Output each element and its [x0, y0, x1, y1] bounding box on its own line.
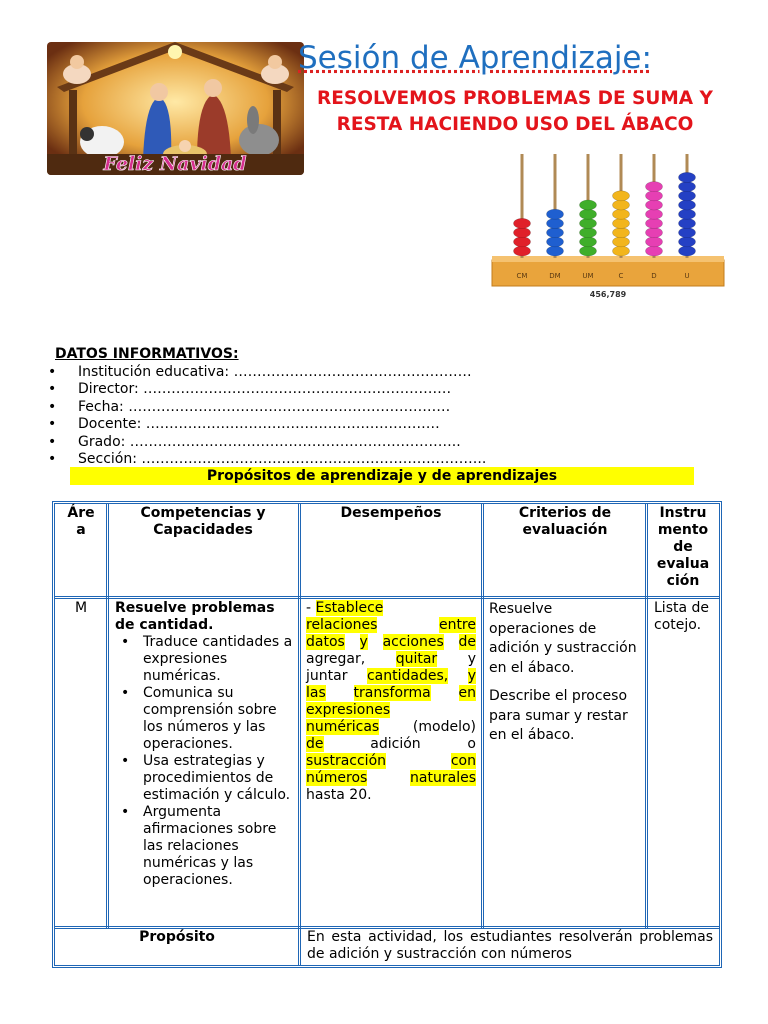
- desempeno-line: [306, 617, 476, 634]
- header-competencias: Competencias y Capacidades: [140, 505, 266, 538]
- datos-institucion: • Institución educativa: ……………………………………………: [44, 364, 486, 381]
- desempeno-line: [306, 787, 476, 804]
- desempeno-word: 20.: [349, 787, 372, 803]
- abacus-column-label: UM: [582, 272, 594, 280]
- abacus-bead: [679, 172, 696, 182]
- desempeno-line: [306, 651, 476, 668]
- nativity-image: [47, 42, 304, 175]
- abacus-bead: [646, 237, 663, 247]
- abacus-bead: [646, 246, 663, 256]
- cell-criterios: [489, 600, 639, 755]
- desempeno-word: naturales: [410, 770, 476, 786]
- desempeno-word: números: [306, 770, 368, 786]
- desempeno-word: relaciones: [306, 617, 378, 633]
- datos-fecha: • Fecha: ……………………………………………………………: [44, 399, 486, 416]
- abacus-bead: [547, 237, 564, 247]
- abacus-bead: [514, 246, 531, 256]
- abacus-bead: [613, 237, 630, 247]
- table-divider: [645, 504, 648, 929]
- abacus-bead: [646, 200, 663, 210]
- abacus-bead: [514, 237, 531, 247]
- capacidad-item: • Usa estrategias y procedimientos de estimación y cálculo.: [115, 753, 295, 804]
- abacus-bead: [646, 191, 663, 201]
- abacus-bead: [679, 182, 696, 192]
- desempeno-word: y: [467, 668, 477, 684]
- desempeno-word: transforma: [353, 685, 431, 701]
- nativity-caption: Feliz Navidad: [103, 153, 247, 175]
- proposito-text: En esta actividad, los estudiantes resolverán problemas de adición y sustracción con números: [307, 929, 713, 962]
- abacus-bead: [514, 218, 531, 228]
- cell-desempenos: [306, 600, 476, 804]
- abacus-bead: [514, 228, 531, 238]
- propositos-heading: Propósitos de aprendizaje y de aprendizajes: [70, 467, 694, 485]
- desempeno-word: entre: [438, 617, 476, 633]
- abacus-bead: [547, 218, 564, 228]
- abacus-bead: [613, 209, 630, 219]
- desempeno-word: juntar: [306, 668, 348, 684]
- abacus-bead: [646, 182, 663, 192]
- desempeno-line: [306, 719, 476, 736]
- desempeno-word: numéricas: [306, 719, 380, 735]
- cell-area: M: [74, 600, 88, 616]
- abacus-bead: [679, 209, 696, 219]
- datos-grado: • Grado: ……………………………………………………………..: [44, 434, 486, 451]
- table-divider: [481, 504, 484, 929]
- desempeno-word: y: [359, 634, 368, 650]
- desempeno-line: [306, 634, 476, 651]
- desempeno-line: [306, 753, 476, 770]
- abacus-bead: [679, 246, 696, 256]
- abacus-bead: [646, 218, 663, 228]
- abacus-bead: [547, 246, 564, 256]
- desempeno-word: o: [467, 736, 476, 752]
- capacidades-list: [115, 634, 295, 889]
- abacus-bead: [613, 218, 630, 228]
- abacus-image: [490, 150, 730, 306]
- datos-docente: • Docente: ………………………………………………………: [44, 416, 486, 433]
- table-divider: [55, 596, 719, 599]
- datos-seccion: • Sección: ………………………………………………………………..: [44, 451, 486, 468]
- abacus-bead: [580, 200, 597, 210]
- header-criterios: Criterios de evaluación: [518, 505, 612, 538]
- table-divider: [298, 504, 301, 965]
- header-area: Áre a: [67, 505, 95, 538]
- desempeno-word: las: [306, 685, 326, 701]
- datos-list: [44, 364, 486, 468]
- desempeno-word: quitar: [395, 651, 438, 667]
- abacus-column-label: D: [651, 272, 657, 280]
- criterio-item: Describe el proceso para sumar y restar en el ábaco.: [489, 688, 628, 743]
- cell-competencias: [115, 600, 295, 889]
- table-divider: [106, 504, 109, 929]
- abacus-bead: [547, 228, 564, 238]
- session-subtitle: RESOLVEMOS PROBLEMAS DE SUMA Y RESTA HACIENDO USO DEL ÁBACO: [317, 88, 713, 135]
- desempeno-line: [306, 685, 476, 702]
- abacus-bead: [580, 246, 597, 256]
- abacus-bead: [613, 228, 630, 238]
- desempeno-word: de: [458, 634, 476, 650]
- capacidad-item: • Traduce cantidades a expresiones numéricas.: [115, 634, 295, 685]
- datos-title: DATOS INFORMATIVOS:: [55, 346, 239, 362]
- abacus-bead: [646, 209, 663, 219]
- abacus-bead: [679, 191, 696, 201]
- abacus-bead: [613, 191, 630, 201]
- abacus-bead: [580, 228, 597, 238]
- abacus-column-label: U: [684, 272, 690, 280]
- page-title: Sesión de Aprendizaje:: [298, 40, 652, 76]
- desempeno-word: datos: [306, 634, 345, 650]
- abacus-column-label: DM: [549, 272, 561, 280]
- abacus-bead: [613, 246, 630, 256]
- abacus-bead: [679, 218, 696, 228]
- desempeno-word: adición: [370, 736, 421, 752]
- desempeno-line: [306, 668, 476, 685]
- abacus-bead: [679, 200, 696, 210]
- desempeno-word: de: [306, 736, 324, 752]
- header-desempenos: Desempeños: [340, 505, 442, 521]
- desempeno-line: [306, 702, 476, 719]
- abacus-bead: [679, 228, 696, 238]
- abacus-bead: [679, 237, 696, 247]
- abacus-bead: [580, 209, 597, 219]
- abacus-column-label: C: [618, 272, 624, 280]
- datos-director: • Director: …………………………………………………………: [44, 381, 486, 398]
- desempeno-line: [306, 736, 476, 753]
- desempeno-line: [306, 770, 476, 787]
- header-instrumento: Instru mento de evalua ción: [656, 505, 710, 589]
- abacus-bead: [580, 237, 597, 247]
- desempeno-word: hasta: [306, 787, 345, 803]
- desempeno-word: agregar,: [306, 651, 366, 667]
- desempeno-word: Establece: [315, 600, 384, 616]
- desempeno-word: (modelo): [412, 719, 476, 735]
- proposito-label: Propósito: [139, 929, 215, 945]
- desempeno-word: acciones: [382, 634, 444, 650]
- desempeno-word: expresiones: [306, 702, 391, 718]
- desempeno-word: sustracción: [306, 753, 387, 769]
- abacus-column-label: CM: [516, 272, 528, 280]
- desempeno-line: - Establece: [306, 600, 384, 616]
- capacidad-item: • Comunica su comprensión sobre los números y las operaciones.: [115, 685, 295, 753]
- desempeno-word: en: [458, 685, 477, 701]
- abacus-bead: [613, 200, 630, 210]
- abacus-bead: [547, 209, 564, 219]
- competencia-title: Resuelve problemas de cantidad.: [115, 600, 275, 633]
- desempeno-word: cantidades,: [366, 668, 449, 684]
- capacidad-item: • Argumenta afirmaciones sobre las relaciones numéricas y las operaciones.: [115, 804, 295, 889]
- criterio-item: Resuelve operaciones de adición y sustracción en el ábaco.: [489, 601, 637, 676]
- desempeno-word: y: [467, 651, 477, 667]
- cell-instrumento: Lista de cotejo.: [654, 600, 710, 633]
- abacus-bead: [580, 218, 597, 228]
- abacus-number: 456,789: [589, 290, 627, 299]
- desempeno-word: con: [450, 753, 476, 769]
- abacus-bead: [646, 228, 663, 238]
